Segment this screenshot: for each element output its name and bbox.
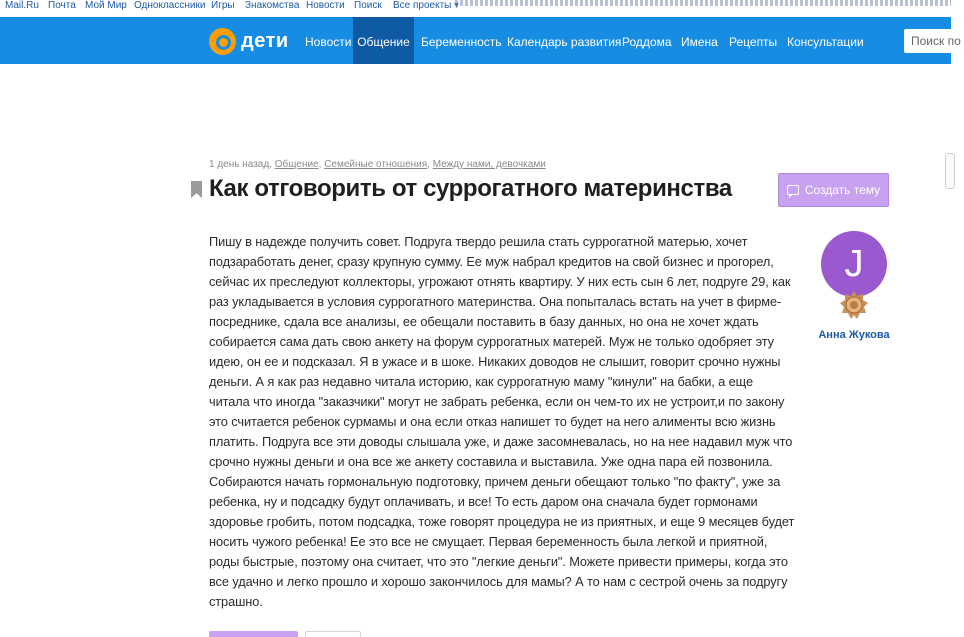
topbar-link-mailru[interactable]: Mail.Ru	[5, 0, 39, 11]
side-widget[interactable]	[945, 153, 955, 189]
post-body: Пишу в надежде получить совет. Подруга твердо решила стать суррогатной матерью, хочет подзаработать денег, сразу крупную сумму. Ее муж набрал кредитов на свой бизнес и прогорел, сейчас их преследуют коллекторы, угрожают отнять квартиру. У них есть сын 6 лет, подруге 29, как раз укладывается в условия суррогатного материнства. Она попыталась встать на учет в фирме-посреднике, сдала все анализы, ее обещали поставить в базу данных, но она не хочет ждать собирается сама дать свою анкету на форум суррогатных матерей. Муж не только одобряет эту идею, он ее и подсказал. Я в ужасе и в шоке. Никаких доводов не слышит, говорит срочно нужны деньги. А я как раз недавно читала историю, как суррогатную маму "кинули" на бабки, а еще читала что иногда "заказчики" могут не забрать ребенка, если он чем-то их не устроит,и по закону это считается ребенок сурмамы и она если отказ напишет то будет на него алименты всю жизнь платить. Подруга все эти доводы слышала уже, и даже засомневалась, но на нее надавил муж что срочно нужны деньги и она все же анкету составила и выставила. Уже одна пара ей позвонила. Собираются начать гормональную подготовку, причем деньги обещают только "по факту", уже за ребенка, ну и подсадку будут оплачивать, и все! То есть даром она сначала будет гормонами здоровье гробить, потом подсадка, тоже говорят процедура не из приятных, и еще 9 месяцев будет носить чужого ребенка! Ее это все не смущает. Первая беременность была легкой и приятной, роды быстрые, поэтому она считает, что это "легкие деньги". Можете привести примеры, когда это все удачно и легко прошло и хорошо закончилось для мамы? А то нам с сестрой очень за подругу страшно.	[209, 234, 795, 609]
nav-maternity-hospitals[interactable]: Роддома	[622, 35, 672, 49]
topbar-link-news[interactable]: Новости	[306, 0, 345, 11]
breadcrumb-link-family[interactable]: Семейные отношения	[324, 159, 428, 170]
create-topic-button[interactable]	[778, 173, 889, 207]
nav-development-calendar[interactable]: Календарь развития	[507, 35, 622, 49]
post-title: Как отговорить от суррогатного материнства	[209, 175, 732, 202]
author-name[interactable]: Анна Жукова	[818, 329, 890, 341]
topbar-link-all-projects[interactable]: Все проекты	[393, 0, 459, 11]
nav-consultations[interactable]: Консультации	[787, 35, 864, 49]
post-time: 1 день назад	[209, 159, 270, 170]
nav-news[interactable]: Новости	[305, 35, 352, 49]
nav-names[interactable]: Имена	[681, 35, 718, 49]
topbar-link-dating[interactable]: Знакомства	[245, 0, 300, 11]
breadcrumb-link-girls[interactable]: Между нами, девочками	[432, 159, 546, 170]
breadcrumb: 1 день назад, Общение, Семейные отношения, Между нами, девочками	[209, 159, 546, 170]
at-logo-icon	[209, 28, 236, 55]
portal-topbar	[0, 0, 951, 17]
site-logo[interactable]	[209, 27, 289, 55]
logo-text: дети	[241, 29, 289, 52]
nav-pregnancy[interactable]: Беременность	[421, 35, 502, 49]
breadcrumb-link-communication[interactable]: Общение	[274, 159, 319, 170]
bookmark-icon[interactable]	[191, 181, 202, 198]
medal-icon	[839, 290, 869, 322]
topbar-link-ok[interactable]: Одноклассники	[134, 0, 206, 11]
topbar-ticker	[455, 0, 951, 6]
site-header	[0, 17, 961, 64]
topbar-link-search[interactable]: Поиск	[354, 0, 382, 11]
nav-communication[interactable]: Общение	[353, 17, 414, 64]
topbar-link-mail[interactable]: Почта	[48, 0, 76, 11]
reply-button[interactable]	[209, 631, 298, 637]
create-topic-label: Создать тему	[804, 183, 881, 197]
avatar[interactable]: J	[821, 231, 887, 297]
search-input[interactable]: Поиск по	[904, 29, 964, 53]
vote-widget[interactable]	[305, 631, 361, 637]
nav-recipes[interactable]: Рецепты	[729, 35, 778, 49]
topbar-link-myworld[interactable]: Мой Мир	[85, 0, 127, 11]
comment-icon	[787, 185, 799, 195]
topbar-link-games[interactable]: Игры	[211, 0, 235, 11]
